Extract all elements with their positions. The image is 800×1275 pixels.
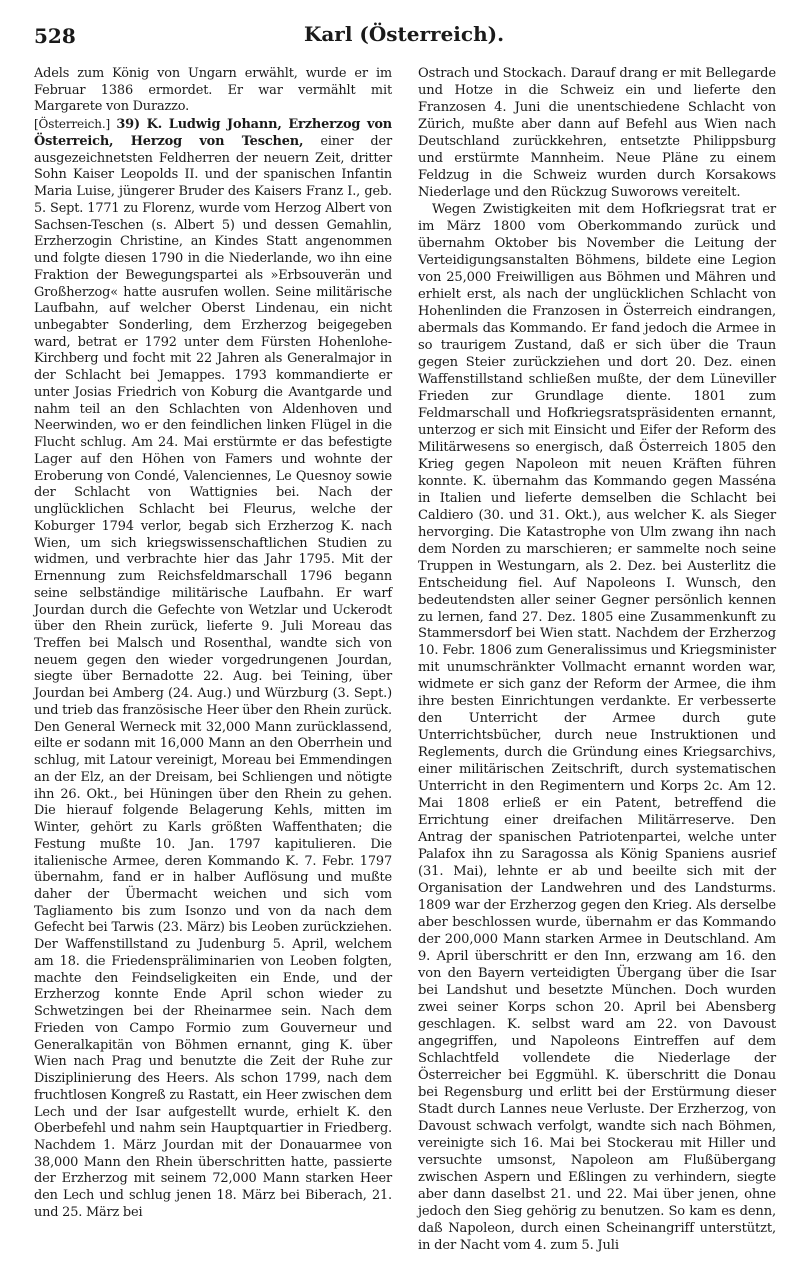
- page-number: 528: [34, 24, 76, 48]
- paragraph: Adels zum König von Ungarn erwählt, wurde er im Februar 1386 ermordet. Er war vermählt mit Margarete von Durazzo.: [34, 66, 392, 115]
- paragraph: Wegen Zwistigkeiten mit dem Hofkriegsrat trat er im März 1800 vom Oberkommando zurück und übernahm Oktober bis November die Leitung der Verteidigungsanstalten Böhmens, bildete eine Legion von 25,000 Freiwilligen aus Böhmen und Mähren und erhielt erst, als nach der unglücklichen Schlacht von Hohenlinden die Franzosen in Österreich eindrangen, abermals das Kommando. Er fand jedoch die Armee in so traurigem Zustand, daß er sich über die Traun gegen Steier zurückziehen und dort 20. Dez. einen Waffenstillstand schließen mußte, der dem Lüneviller Frieden zur Grundlage diente. 1801 zum Feldmarschall und Hofkriegsratspräsidenten ernannt, unterzog er sich mit Einsicht und Eifer der Reform des Militärwesens so energisch, daß Österreich 1805 den Krieg gegen Napoleon mit neuen Kräften führen konnte. K. übernahm das Kommando gegen Masséna in Italien und lieferte demselben die Schlacht bei Caldiero (30. und 31. Okt.), aus welcher K. als Sieger hervorging. Die Katastrophe von Ulm zwang ihn nach dem Norden zu marschieren; er sammelte noch seine Truppen in Westungarn, als 2. Dez. bei Austerlitz die Entscheidung fiel. Auf Napoleons I. Wunsch, den bedeutendsten aller seiner Gegner persönlich kennen zu lernen, fand 27. Dez. 1805 eine Zusammenkunft zu Stammersdorf bei Wien statt. Nachdem der Erzherzog 10. Febr. 1806 zum Generalissimus und Kriegsminister mit unumschränkter Vollmacht ernannt worden war, widmete er sich ganz der Reform der Armee, die ihm ihre besten Einrichtungen verdankte. Er verbesserte den Unterricht der Armee durch gute Unterrichtsbücher, durch neue Instruktionen und Reglements, durch die Gründung eines Kriegsarchivs, einer militärischen Zeitschrift, durch systematischen Unterricht in den Regimentern und Korps 2c. Am 12. Mai 1808 erließ er ein Patent, betreffend die Errichtung einer dreifachen Militärreserve. Den Antrag der spanischen Patriotenpartei, welche unter Palafox ihn zu Saragossa als König Spaniens ausrief (31. Mai), lehnte er ab und beeilte sich mit der Organisation der Landwehren und des Landsturms. 1809 war der Erzherzog gegen den Krieg. Als derselbe aber beschlossen wurde, übernahm er das Kommando der 200,000 Mann starken Armee in Deutschland. Am 9. April überschritt er den Inn, erzwang am 16. den von den Bayern verteidigten Übergang über die Isar bei Landshut und besetzte München. Doch wurden zwei seiner Korps schon 20. April bei Abensberg geschlagen. K. selbst ward am 22. von Davoust angegriffen, und Napoleons Eintreffen auf dem Schlachtfeld vollendete die Niederlage der Österreicher bei Eggmühl. K. überschritt die Donau bei Regensburg und erlitt bei der Erstürmung dieser Stadt durch Lannes neue Verluste. Der Erzherzog, von Davoust schwach verfolgt, wandte sich nach Böhmen, vereinigte sich 16. Mai bei Stockerau mit Hiller und versuchte umsonst, Napoleon am Flußübergang zwischen Aspern und Eßlingen zu verhindern, siegte aber dann daselbst 21. und 22. Mai über jenen, ohne jedoch den Sieg gehörig zu benutzen. So kam es denn, daß Napoleon, durch einen Scheinangriff unterstützt, in der Nacht vom 4. zum 5. Juli: [418, 201, 776, 1253]
- right-column: [418, 66, 776, 1255]
- left-column: [34, 66, 392, 1222]
- entry-text: einer der ausgezeichnetsten Feldherren der neuern Zeit, dritter Sohn Kaiser Leopolds II. und der spanischen Infantin Maria Luise, jüngerer Bruder des Kaisers Franz I., geb. 5. Sept. 1771 zu Florenz, wurde vom Herzog Albert von Sachsen-Teschen (s. Albert 5) und dessen Gemahlin, Erzherzogin Christine, an Kindes Statt angenommen und folgte diesen 1790 in die Niederlande, wo ihn eine Fraktion der Bewegungspartei als »Erbsouverän und Großherzog« hatte ausrufen wollen. Seine militärische Laufbahn, auf welcher Oberst Lindenau, ein nicht unbegabter Sonderling, dem Erzherzog beigegeben ward, betrat er 1792 unter dem Fürsten Hohenlohe-Kirchberg und focht mit 22 Jahren als Generalmajor in der Schlacht bei Jemappes. 1793 kommandierte er unter Josias Friedrich von Koburg die Avantgarde und nahm teil an den Schlachten von Aldenhoven und Neerwinden, wo er den feindlichen linken Flügel in die Flucht schlug. Am 24. Mai erstürmte er das befestigte Lager auf den Höhen von Famers und wohnte der Eroberung von Condé, Valenciennes, Le Quesnoy sowie der Schlacht von Wattignies bei. Nach der unglücklichen Schlacht bei Fleurus, welche der Koburger 1794 verlor, begab sich Erzherzog K. nach Wien, um sich kriegswissenschaftlichen Studien zu widmen, und verbrachte hier das Jahr 1795. Mit der Ernennung zum Reichsfeldmarschall 1796 begann seine selbständige militärische Laufbahn. Er warf Jourdan durch die Gefechte von Wetzlar und Uckerodt über den Rhein zurück, lieferte 9. Juli Moreau das Treffen bei Malsch und Rosenthal, wandte sich von neuem gegen den wieder vorgedrungenen Jourdan, siegte über Bernadotte 22. Aug. bei Teining, über Jourdan bei Amberg (24. Aug.) und Würzburg (3. Sept.) und trieb das französische Heer über den Rhein zurück. Den General Werneck mit 32,000 Mann zurücklassend, eilte er sodann mit 16,000 Mann an den Oberrhein und schlug, mit Latour vereinigt, Moreau bei Emmendingen an der Elz, an der Dreisam, bei Schliengen und nötigte ihn 26. Okt., bei Hüningen über den Rhein zu gehen. Die hierauf folgende Belagerung Kehls, mitten im Winter, gehört zu Karls größten Waffenthaten; die Festung mußte 10. Jan. 1797 kapitulieren. Die italienische Armee, deren Kommando K. 7. Febr. 1797 übernahm, fand er in halber Auflösung und mußte daher der Übermacht weichen und sich vom Tagliamento bis zum Isonzo und von da nach dem Gefecht bei Tarwis (23. März) bis Leoben zurückziehen. Der Waffenstillstand zu Judenburg 5. April, welchem am 18. die Friedenspräliminarien von Leoben folgten, machte den Feindseligkeiten ein Ende, und der Erzherzog konnte Ende April schon wieder zu Schwetzingen bei der Rheinarmee sein. Nach dem Frieden von Campo Formio zum Gouverneur und Generalkapitän von Böhmen ernannt, ging K. über Wien nach Prag und benutzte die Zeit der Ruhe zur Disziplinierung des Heers. Als schon 1799, nach dem fruchtlosen Kongreß zu Rastatt, ein Heer zwischen dem Lech und der Isar aufgestellt wurde, erhielt K. den Oberbefehl und nahm sein Hauptquartier in Friedberg. Nachdem 1. März Jourdan mit der Donauarmee von 38,000 Mann den Rhein überschritten hatte, passierte der Erzherzog mit seinem 72,000 Mann starken Heer den Lech und schlug jenen 18. März bei Biberach, 21. und 25. März bei: [34, 133, 393, 1220]
- running-title: Karl (Österreich).: [303, 22, 505, 46]
- paragraph: Ostrach und Stockach. Darauf drang er mit Bellegarde und Hotze in die Schweiz ein und lieferte den Franzosen 4. Juni die unentschiedene Schlacht von Zürich, mußte aber dann auf Befehl aus Wien nach Deutschland zurückkehren, entsetzte Philippsburg und erstürmte Mannheim. Neue Pläne zu einem Feldzug in die Schweiz wurden durch Korsakows Niederlage und den Rückzug Suworows vereitelt.: [418, 66, 776, 200]
- category-tag: [Österreich.]: [34, 117, 111, 132]
- entry-heading: 39) K. Ludwig Johann, Erzherzog von Österreich, Herzog von Teschen,: [34, 117, 392, 149]
- entry-paragraph: [34, 116, 392, 1221]
- page-header: [34, 14, 774, 54]
